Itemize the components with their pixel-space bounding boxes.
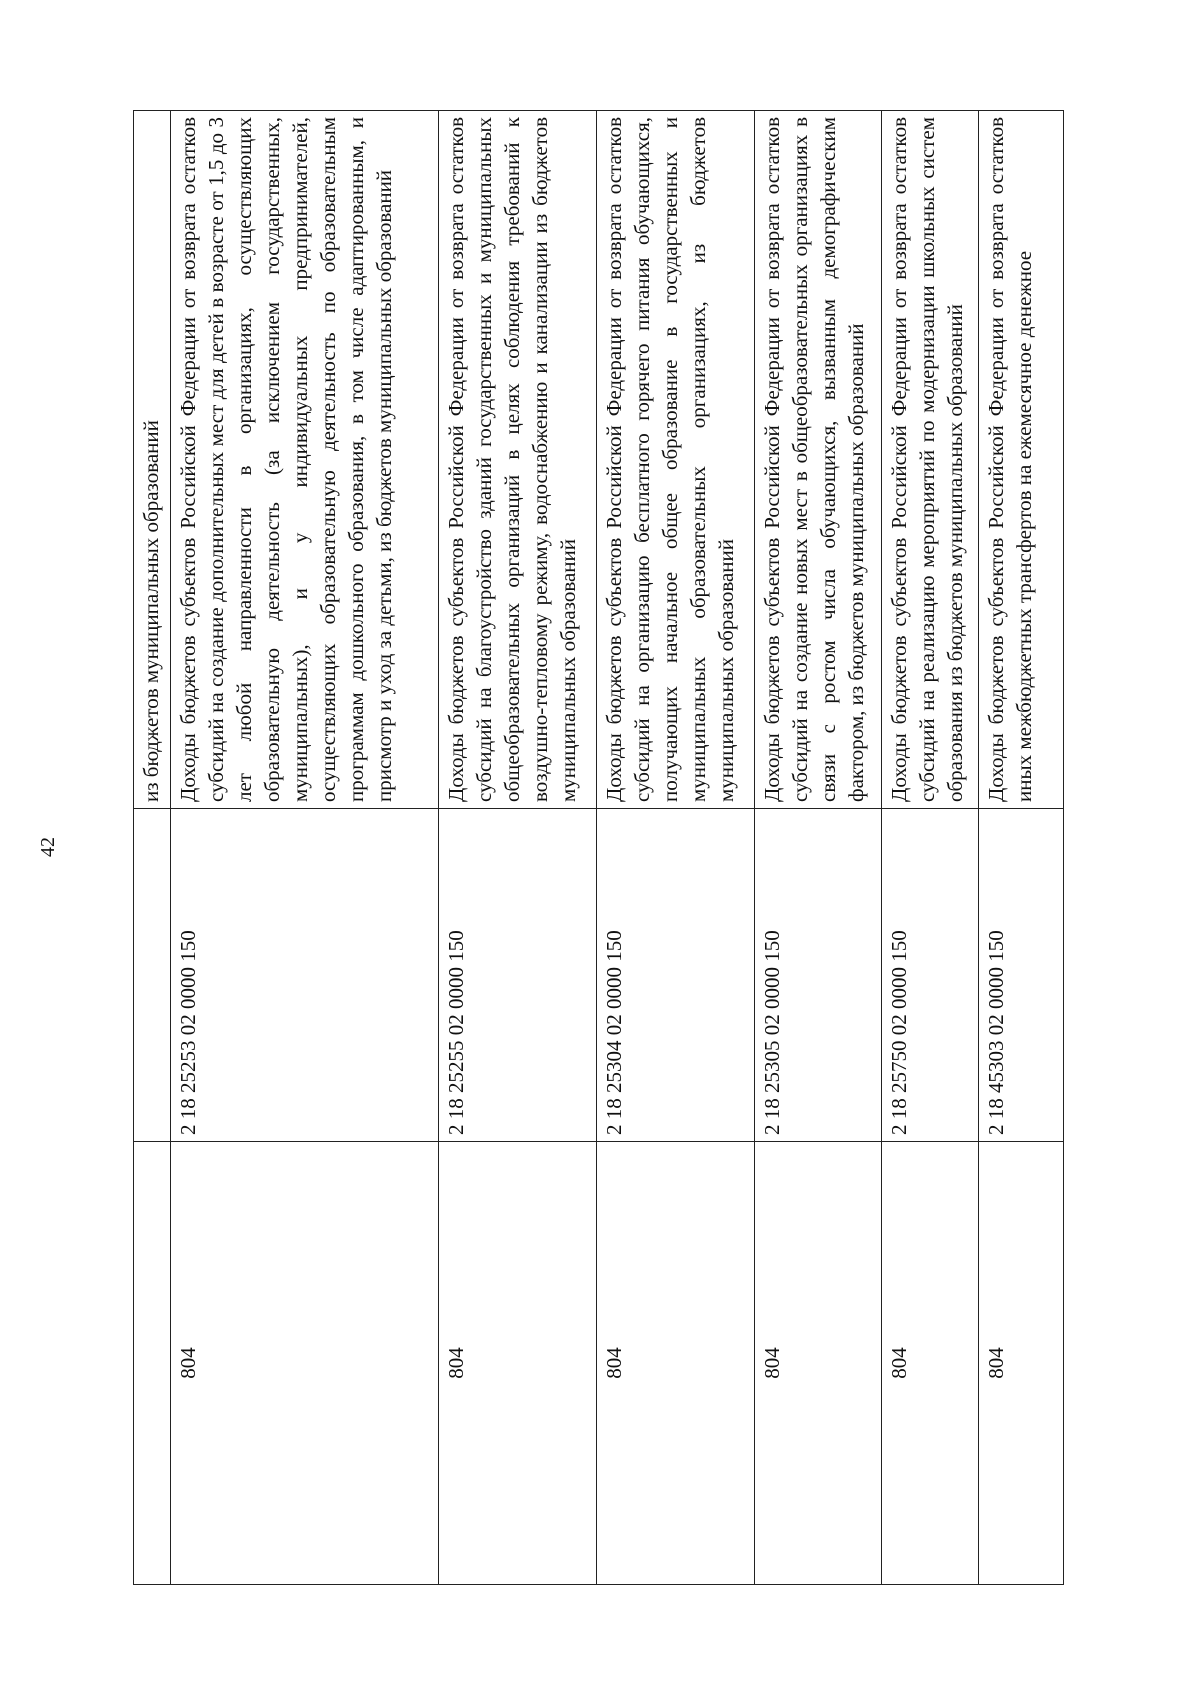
- admin-code-cell: 804: [597, 1142, 755, 1585]
- budget-code-cell: 2 18 25304 02 0000 150: [597, 809, 755, 1142]
- budget-code-cell: 2 18 25255 02 0000 150: [439, 809, 597, 1142]
- admin-code-cell: 804: [439, 1142, 597, 1585]
- table-row: [171, 111, 439, 1585]
- admin-code-cell: [134, 1142, 171, 1585]
- budget-code-cell: [134, 809, 171, 1142]
- table-row: [755, 111, 882, 1585]
- revenue-name-cell: Доходы бюджетов субъектов Российской Федерации от возврата остатков субсидий на создание новых мест в общеобразовательных организациях в связи с ростом числа обучающихся, вызванным демографическим фактором, из бюджетов муниципальных образований: [755, 111, 882, 809]
- revenue-name-cell: Доходы бюджетов субъектов Российской Федерации от возврата остатков иных межбюджетных трансфертов на ежемесячное денежное: [979, 111, 1064, 809]
- revenue-name-cell: из бюджетов муниципальных образований: [134, 111, 171, 809]
- revenue-name-cell: Доходы бюджетов субъектов Российской Федерации от возврата остатков субсидий на организацию бесплатного горячего питания обучающихся, получающих начальное общее образование в государственных и муниципальных образовательных организациях, из бюджетов муниципальных образований: [597, 111, 755, 809]
- revenue-name-cell: Доходы бюджетов субъектов Российской Федерации от возврата остатков субсидий на создание дополнительных мест для детей в возрасте от 1,5 до 3 лет любой направленности в организациях, осуществляющих образовательную деятельность (за исключением государственных, муниципальных), и у индивидуальных предпринимателей, осуществляющих образовательную деятельность по образовательным программам дошкольного образования, в том числе адаптированным, и присмотр и уход за детьми, из бюджетов муниципальных образований: [171, 111, 439, 809]
- revenue-name-cell: Доходы бюджетов субъектов Российской Федерации от возврата остатков субсидий на реализацию мероприятий по модернизации школьных систем образования из бюджетов муниципальных образований: [882, 111, 979, 809]
- admin-code-cell: 804: [171, 1142, 439, 1585]
- table-row: [979, 111, 1064, 1585]
- page-number: 42: [37, 837, 59, 857]
- admin-code-cell: 804: [882, 1142, 979, 1585]
- table-row: [439, 111, 597, 1585]
- revenue-codes-table: [133, 110, 1064, 1585]
- admin-code-cell: 804: [979, 1142, 1064, 1585]
- budget-code-cell: 2 18 45303 02 0000 150: [979, 809, 1064, 1142]
- budget-code-cell: 2 18 25305 02 0000 150: [755, 809, 882, 1142]
- admin-code-cell: 804: [755, 1142, 882, 1585]
- table-row: [882, 111, 979, 1585]
- revenue-name-cell: Доходы бюджетов субъектов Российской Федерации от возврата остатков субсидий на благоустройство зданий государственных и муниципальных общеобразовательных организаций в целях соблюдения требований к воздушно-тепловому режиму, водоснабжению и канализации из бюджетов муниципальных образований: [439, 111, 597, 809]
- table-row: [597, 111, 755, 1585]
- budget-code-cell: 2 18 25253 02 0000 150: [171, 809, 439, 1142]
- table-row: [134, 111, 171, 1585]
- budget-code-cell: 2 18 25750 02 0000 150: [882, 809, 979, 1142]
- rotated-table-wrapper: [133, 110, 1063, 1585]
